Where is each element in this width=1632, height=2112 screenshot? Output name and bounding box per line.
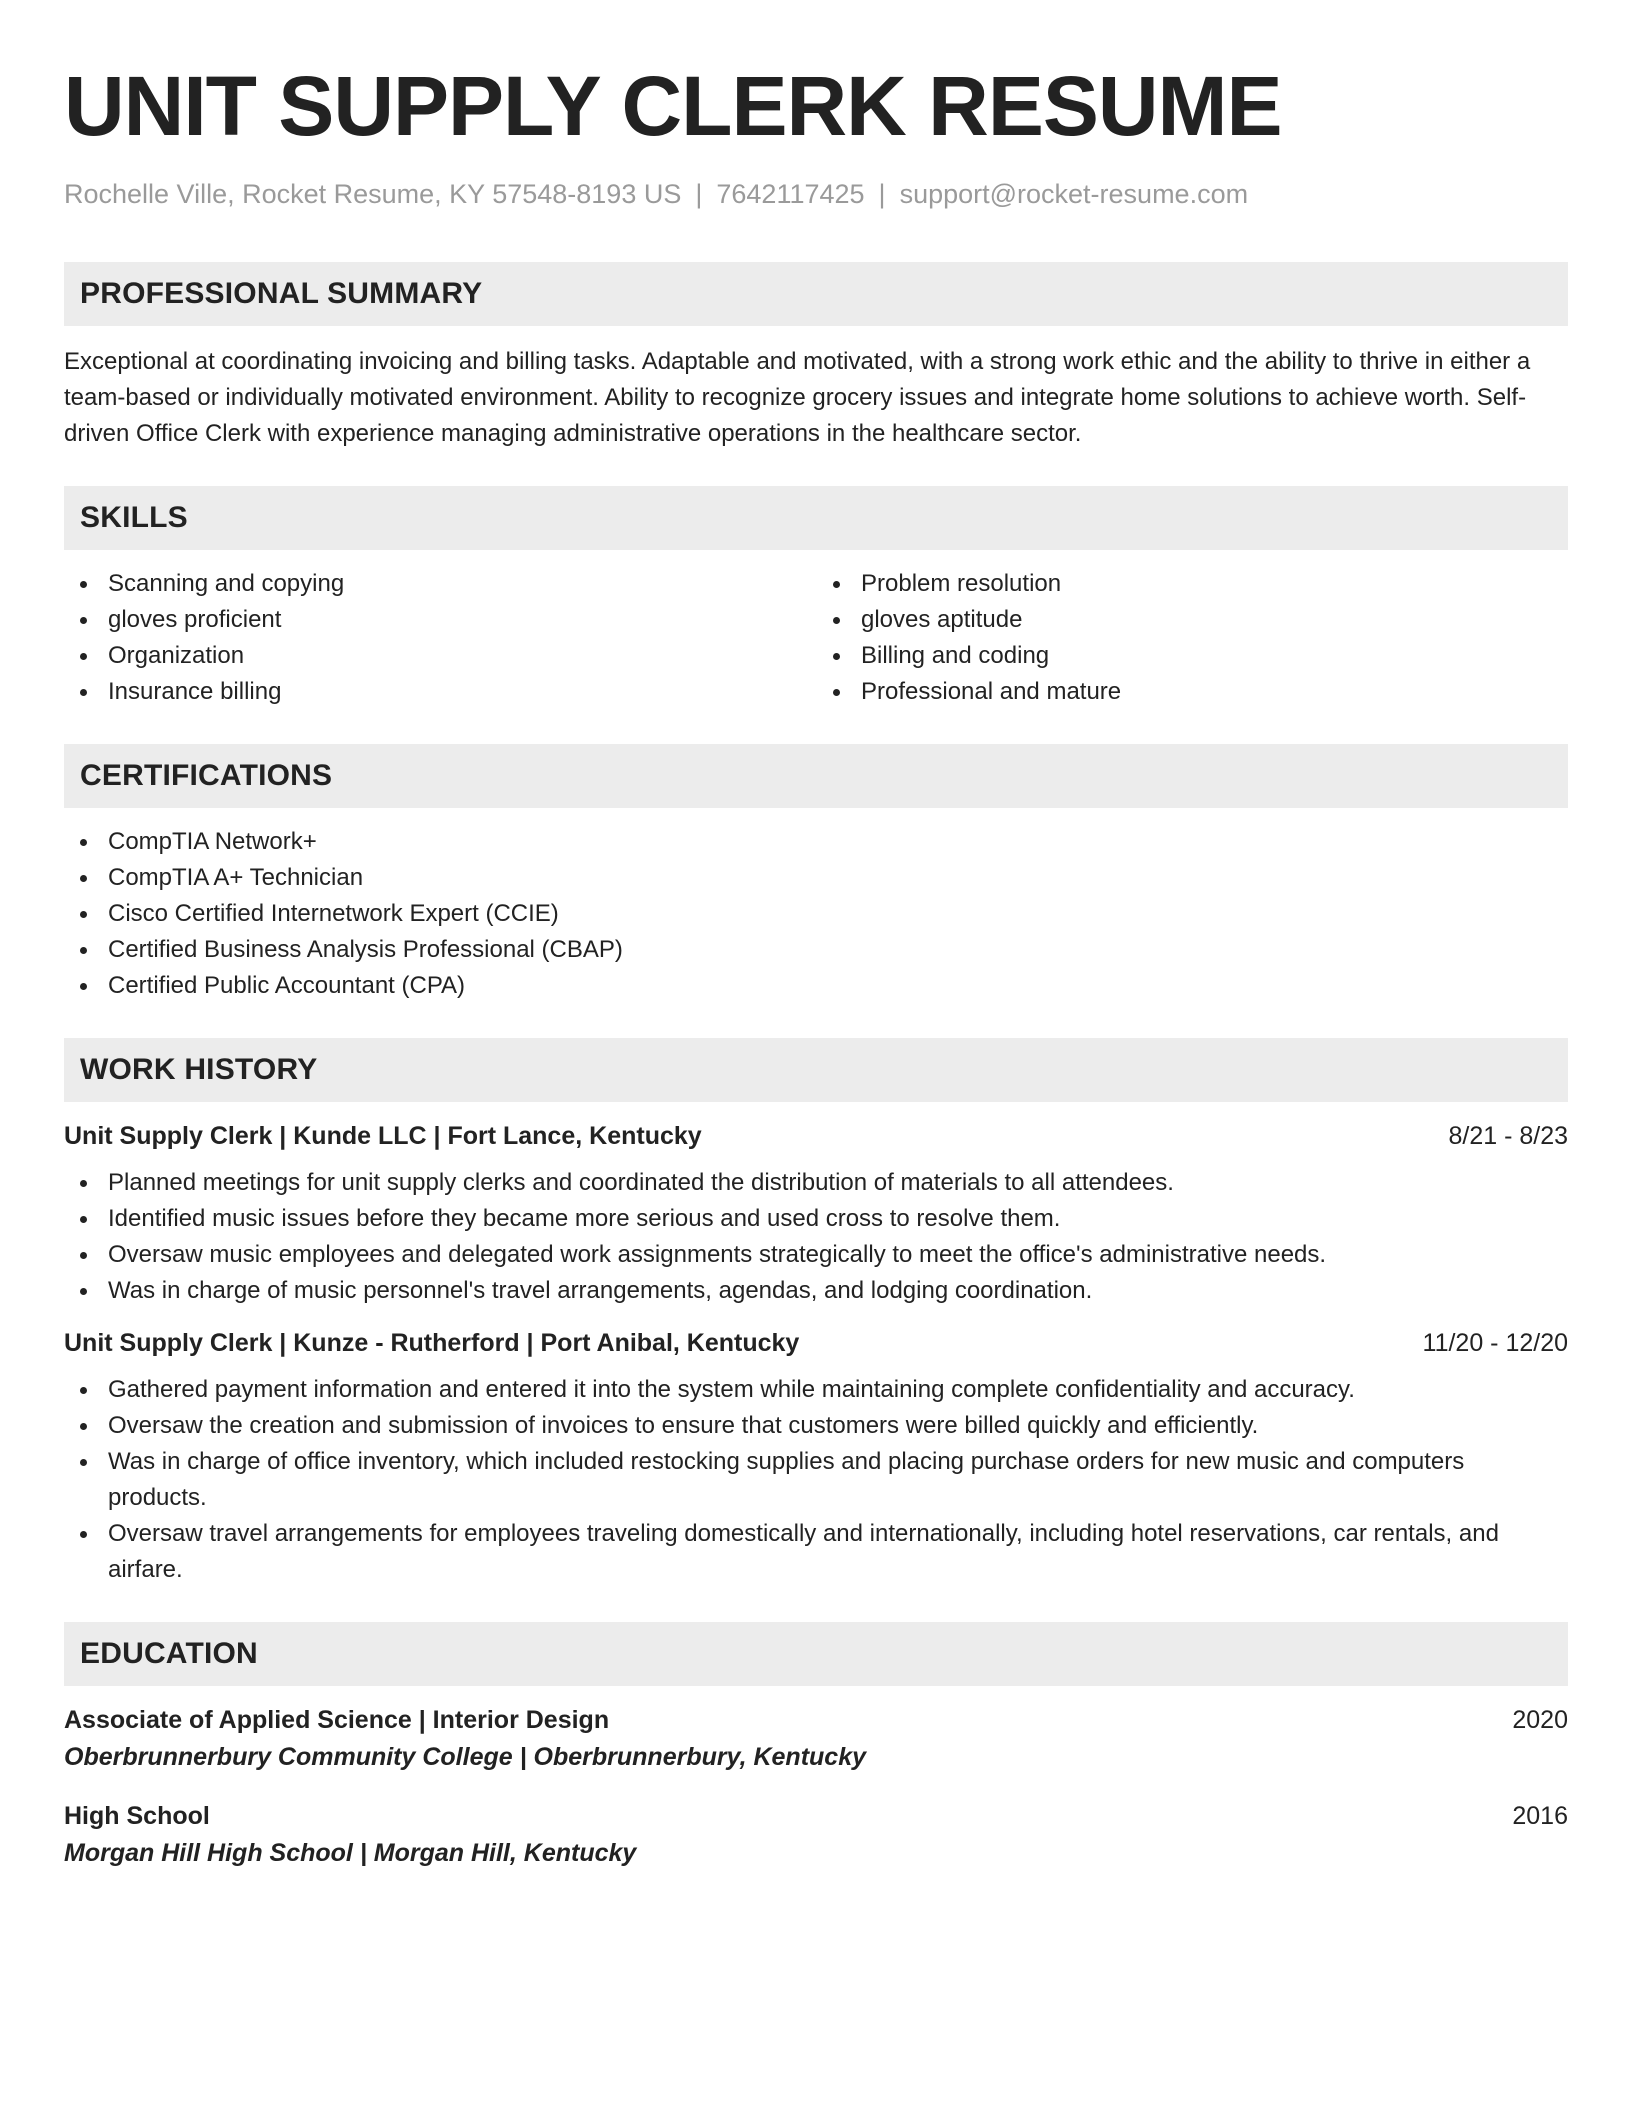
skill-item: Insurance billing bbox=[64, 674, 815, 710]
job-bullets bbox=[64, 1165, 1568, 1309]
education-school: Morgan Hill High School | Morgan Hill, Kentucky bbox=[64, 1839, 637, 1868]
certification-item: Certified Public Accountant (CPA) bbox=[64, 968, 1568, 1004]
job-title: Unit Supply Clerk | Kunze - Rutherford | Port Anibal, Kentucky bbox=[64, 1329, 800, 1358]
skill-item: Billing and coding bbox=[817, 638, 1568, 674]
job-title: Unit Supply Clerk | Kunde LLC | Fort Lance, Kentucky bbox=[64, 1122, 702, 1151]
skill-item: Professional and mature bbox=[817, 674, 1568, 710]
education-degree: High School bbox=[64, 1802, 210, 1831]
certification-item: CompTIA Network+ bbox=[64, 824, 1568, 860]
education-school: Oberbrunnerbury Community College | Oberbrunnerbury, Kentucky bbox=[64, 1743, 867, 1772]
education-entry bbox=[64, 1802, 1568, 1868]
section-title: WORK HISTORY bbox=[80, 1053, 318, 1087]
job-header bbox=[64, 1122, 1568, 1151]
section-header-skills bbox=[64, 486, 1568, 550]
section-title: PROFESSIONAL SUMMARY bbox=[80, 277, 483, 311]
section-header-summary bbox=[64, 262, 1568, 326]
job-header bbox=[64, 1329, 1568, 1358]
job-bullet: Planned meetings for unit supply clerks and coordinated the distribution of materials to all attendees. bbox=[64, 1165, 1568, 1201]
certification-item: Cisco Certified Internetwork Expert (CCIE) bbox=[64, 896, 1568, 932]
job-bullet: Oversaw the creation and submission of invoices to ensure that customers were billed quickly and efficiently. bbox=[64, 1408, 1568, 1444]
job-entry bbox=[64, 1329, 1568, 1588]
job-bullet: Was in charge of office inventory, which included restocking supplies and placing purchase orders for new music and computers products. bbox=[64, 1444, 1568, 1516]
certification-item: CompTIA A+ Technician bbox=[64, 860, 1568, 896]
contact-email: support@rocket-resume.com bbox=[899, 179, 1249, 209]
section-header-certifications bbox=[64, 744, 1568, 808]
section-title: EDUCATION bbox=[80, 1637, 258, 1671]
section-title: CERTIFICATIONS bbox=[80, 759, 333, 793]
section-header-work-history bbox=[64, 1038, 1568, 1102]
certifications-list bbox=[64, 824, 1568, 1004]
job-bullet: Oversaw travel arrangements for employees traveling domestically and internationally, including hotel reservations, car rentals, and airfare. bbox=[64, 1516, 1568, 1588]
job-bullets bbox=[64, 1372, 1568, 1588]
skill-item: Scanning and copying bbox=[64, 566, 815, 602]
skill-item: Problem resolution bbox=[817, 566, 1568, 602]
skill-item: gloves aptitude bbox=[817, 602, 1568, 638]
summary-text: Exceptional at coordinating invoicing and billing tasks. Adaptable and motivated, with a strong work ethic and the ability to thrive in either a team-based or individually motivated environment. Ability to recognize grocery issues and integrate home solutions to achieve worth. Self-driven Office Clerk with experience managing administrative operations in the healthcare sector. bbox=[64, 348, 1531, 448]
education-year: 2016 bbox=[1512, 1802, 1568, 1831]
education-header bbox=[64, 1706, 1568, 1735]
skill-item: gloves proficient bbox=[64, 602, 815, 638]
resume-title: UNIT SUPPLY CLERK RESUME bbox=[64, 59, 1282, 153]
job-dates: 8/21 - 8/23 bbox=[1448, 1122, 1568, 1151]
skills-list bbox=[64, 550, 1568, 710]
job-bullet: Was in charge of music personnel's travel arrangements, agendas, and lodging coordination. bbox=[64, 1273, 1568, 1309]
section-header-education bbox=[64, 1622, 1568, 1686]
contact-separator: | bbox=[695, 179, 703, 209]
job-entry bbox=[64, 1122, 1568, 1309]
education-entry bbox=[64, 1706, 1568, 1772]
skills-column-right bbox=[815, 566, 1568, 710]
job-bullet: Identified music issues before they became more serious and used cross to resolve them. bbox=[64, 1201, 1568, 1237]
education-degree: Associate of Applied Science | Interior Design bbox=[64, 1706, 610, 1735]
section-title: SKILLS bbox=[80, 501, 188, 535]
education-header bbox=[64, 1802, 1568, 1831]
education-year: 2020 bbox=[1512, 1706, 1568, 1735]
contact-phone: 7642117425 bbox=[716, 179, 865, 209]
job-bullet: Oversaw music employees and delegated work assignments strategically to meet the office's administrative needs. bbox=[64, 1237, 1568, 1273]
certification-item: Certified Business Analysis Professional (CBAP) bbox=[64, 932, 1568, 968]
contact-separator: | bbox=[878, 179, 886, 209]
job-bullet: Gathered payment information and entered it into the system while maintaining complete confidentiality and accuracy. bbox=[64, 1372, 1568, 1408]
contact-address: Rochelle Ville, Rocket Resume, KY 57548-8193 US bbox=[64, 179, 682, 209]
contact-line bbox=[64, 178, 1568, 210]
skill-item: Organization bbox=[64, 638, 815, 674]
job-dates: 11/20 - 12/20 bbox=[1422, 1329, 1568, 1358]
skills-column-left bbox=[64, 566, 815, 710]
